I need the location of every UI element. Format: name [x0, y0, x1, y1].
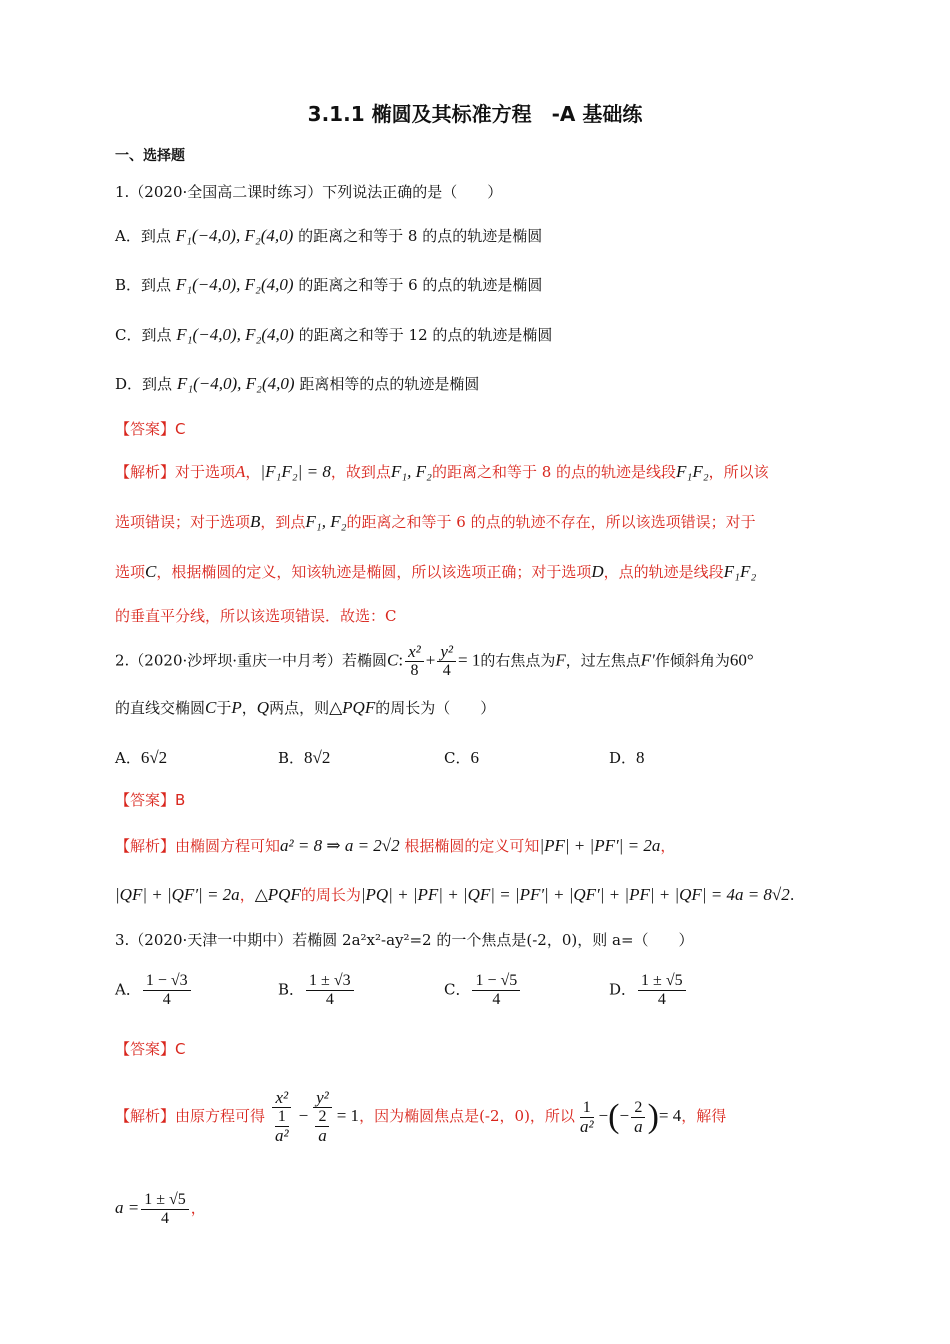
q2-exp1-m: a² = 8 ⇒ a = 2√2 — [280, 836, 400, 855]
q1-exp3-e: ，点的轨迹是线段 — [603, 563, 724, 581]
q1-exp2-a: 选项错误；对于选项 — [115, 513, 251, 531]
q3-opt-b-frac — [306, 972, 354, 1009]
q3-exp-2a-den: a — [318, 1126, 327, 1145]
q3-exp-a: 【解析】由原方程可得 — [115, 1107, 266, 1125]
q2-line2-c: C — [205, 698, 217, 717]
q2-stem-c: C — [387, 650, 399, 670]
q3-opt-d-num: 1 ± √5 — [638, 972, 686, 991]
q2-eq1: = 1 — [458, 650, 481, 670]
q3-opt-d-den: 4 — [657, 991, 666, 1008]
q1-a-math: F₁(−4,0), F₂(4,0) — [175, 226, 294, 245]
q3-exp-c: ，解得 — [681, 1107, 727, 1125]
q3-option-a — [115, 972, 193, 1009]
q2-explanation-line2 — [115, 884, 795, 906]
q1-exp2-c: ，到点 — [260, 513, 306, 531]
q1-exp1-c: ， — [245, 463, 261, 481]
q3-exp-inner1 — [267, 1108, 297, 1145]
q3-exp-rparen: ) — [647, 1098, 659, 1135]
q1-b-text: 的距离之和等于 6 的点的轨迹是椭圆 — [298, 276, 543, 294]
q3-explanation-line1 — [115, 1086, 726, 1146]
q2-option-d — [609, 747, 645, 768]
q3-exp-y2: y² — [313, 1089, 332, 1108]
q2-opt-c-label: C． — [444, 749, 471, 767]
q2-opt-a-value: 6√2 — [140, 748, 168, 767]
q2-option-c — [444, 747, 479, 768]
q1-b-label: B．到点 — [115, 276, 172, 294]
q1-exp1-g: 的距离之和等于 8 的点的轨迹是线段 — [431, 463, 677, 481]
q3-opt-d-frac — [638, 972, 686, 1009]
q1-exp1-f: F₁, F₂ — [390, 462, 432, 481]
q2-exp1-c: ， — [660, 837, 676, 855]
q2-stem-d: ，过左焦点 — [565, 651, 641, 670]
q2-exp2-dot: . — [789, 886, 795, 904]
q2-stem-colon: : — [398, 650, 404, 670]
q3-stem: 3.（2020·天津一中期中）若椭圆 2a²x²-ay²=2 的一个焦点是(-2，0)，则 a=（ ） — [115, 931, 694, 949]
q2-line2-d: 两点，则 — [269, 699, 330, 717]
q3-exp-neg: − — [619, 1106, 630, 1125]
q2-stem-b: 的右焦点为 — [480, 651, 556, 670]
q3-res-frac — [141, 1191, 189, 1228]
q2-opt-c-value: 6 — [470, 748, 479, 767]
q3-result — [115, 1184, 206, 1232]
q2-answer: 【答案】B — [115, 791, 186, 809]
q1-b-math: F₁(−4,0), F₂(4,0) — [175, 275, 294, 294]
q3-big-frac-x — [267, 1089, 297, 1145]
q3-exp-eq1: = 1 — [336, 1106, 360, 1125]
q3-opt-c-label: C． — [444, 980, 471, 999]
q3-exp-1a2-num: 1 — [275, 1108, 289, 1127]
q2-stem-line1 — [115, 643, 754, 680]
q2-option-a — [115, 747, 167, 768]
q3-big-frac-y — [310, 1089, 335, 1145]
q2-y2: y² — [437, 643, 456, 662]
q2-option-b — [278, 747, 330, 768]
q1-exp1-h: F₁F₂ — [676, 462, 709, 481]
q2-P: P — [231, 698, 242, 717]
q3-exp-lparen: ( — [608, 1098, 620, 1135]
q1-c-math: F₁(−4,0), F₂(4,0) — [176, 325, 294, 344]
q3-opt-c-frac — [472, 972, 520, 1009]
q2-exp2-m: |QF| + |QF′| = 2a — [115, 885, 240, 904]
q1-exp3-a: 选项 — [115, 563, 146, 581]
q3-exp-b: ，因为椭圆焦点是(-2，0)，所以 — [359, 1107, 575, 1125]
q1-exp3-b: C — [145, 562, 157, 581]
q1-d-text: 距离相等的点的轨迹是椭圆 — [299, 375, 480, 393]
section-heading: 一、选择题 — [115, 148, 185, 164]
q3-exp-f1-den: a² — [579, 1116, 594, 1136]
q1-exp3-d: D — [591, 562, 604, 581]
q1-d-math: F₁(−4,0), F₂(4,0) — [176, 374, 295, 393]
q1-exp1-i: ，所以该 — [708, 463, 769, 481]
q2-four: 4 — [442, 662, 451, 679]
q3-opt-c-num: 1 − √5 — [472, 972, 520, 991]
q3-res-den: 4 — [161, 1209, 170, 1227]
q3-res-num: 1 ± √5 — [141, 1191, 189, 1210]
q2-exp2-tri: △PQF — [254, 885, 301, 904]
q3-inner-frac1 — [272, 1108, 292, 1145]
q1-c-label: C．到点 — [115, 326, 172, 344]
q1-d-label: D．到点 — [115, 375, 173, 393]
q3-opt-b-den: 4 — [325, 991, 334, 1008]
q3-exp-2a-num: 2 — [315, 1108, 329, 1127]
q3-opt-a-num: 1 − √3 — [143, 972, 191, 991]
q2-opt-d-value: 8 — [636, 748, 645, 767]
q1-exp3-f: F₁F₂ — [723, 562, 757, 581]
q2-stem-a: 2.（2020·沙坪坝·重庆一中月考）若椭圆 — [115, 651, 388, 670]
q1-stem: 1.（2020·全国高二课时练习）下列说法正确的是（ ） — [115, 183, 503, 201]
q3-answer: 【答案】C — [115, 1040, 186, 1058]
q2-line2-e: 的周长为（ ） — [375, 699, 496, 717]
q2-stem-line2 — [115, 697, 495, 719]
q3-option-b — [278, 972, 356, 1009]
q1-option-d — [115, 373, 479, 395]
q2-opt-b-value: 8√2 — [304, 748, 331, 767]
q3-frac-1a2 — [577, 1099, 597, 1136]
q2-Fp: F′ — [640, 650, 655, 670]
q2-exp1-a: 【解析】由椭圆方程可知 — [115, 837, 281, 855]
q1-option-c — [115, 324, 552, 346]
q3-exp-minus2: − — [598, 1106, 609, 1125]
q2-exp1-b: 根据椭圆的定义可知 — [404, 837, 540, 855]
q3-exp-f2-num: 2 — [631, 1099, 645, 1118]
q3-exp-eq4: = 4 — [658, 1106, 682, 1125]
q1-a-label: A．到点 — [115, 227, 171, 245]
q1-exp2-e: 的距离之和等于 6 的点的轨迹不存在，所以该选项错误；对于 — [346, 513, 756, 531]
q2-stem-e: 作倾斜角为 — [654, 651, 730, 670]
q1-option-b — [115, 274, 542, 296]
q2-tri: △PQF — [329, 698, 376, 717]
q1-a-text: 的距离之和等于 8 的点的轨迹是椭圆 — [298, 227, 543, 245]
q3-res-comma: ， — [190, 1199, 206, 1217]
q3-exp-f1-num: 1 — [580, 1099, 594, 1118]
q1-exp3-c: ，根据椭圆的定义，知该轨迹是椭圆，所以该选项正确；对于选项 — [156, 563, 592, 581]
q2-opt-b-label: B． — [278, 749, 305, 767]
q3-exp-f2-den: a — [634, 1116, 643, 1136]
q2-Q: Q — [256, 698, 270, 717]
q2-frac-x — [405, 643, 424, 680]
q2-plus: + — [425, 650, 436, 670]
q3-opt-d-label: D． — [609, 980, 637, 999]
q1-explanation-line1 — [115, 461, 769, 483]
q1-exp1-b: A — [235, 462, 246, 481]
q1-explanation-line4: 的垂直平分线，所以该选项错误．故选：C — [115, 607, 397, 625]
q1-exp1-d: |F₁F₂| = 8 — [260, 462, 331, 481]
q3-exp-inner2 — [310, 1108, 335, 1145]
q1-explanation-line2 — [115, 511, 756, 533]
q3-opt-a-label: A． — [115, 980, 141, 999]
q2-exp2-b: 的周长为 — [300, 886, 361, 904]
q2-line2-a: 的直线交椭圆 — [115, 699, 206, 717]
q1-option-a — [115, 225, 542, 247]
q3-res-a: a = — [115, 1198, 140, 1217]
q2-exp2-m2: |PQ| + |PF| + |QF| = |PF′| + |QF′| + |PF| + |QF| = 4a = 8√2 — [360, 885, 790, 904]
q3-opt-c-den: 4 — [492, 991, 501, 1008]
q1-exp2-b: B — [250, 512, 261, 531]
q2-frac-y — [437, 643, 456, 680]
q1-answer: 【答案】C — [115, 420, 186, 438]
q3-option-d — [609, 972, 688, 1009]
q3-opt-b-num: 1 ± √3 — [306, 972, 354, 991]
q1-exp1-e: ，故到点 — [330, 463, 391, 481]
q3-exp-minus: − — [298, 1106, 309, 1125]
q2-opt-d-label: D． — [609, 749, 637, 767]
q2-F: F — [555, 650, 566, 670]
q3-opt-b-label: B． — [278, 980, 305, 999]
q3-opt-a-frac — [143, 972, 191, 1009]
q2-exp2-a: ， — [239, 886, 255, 904]
q2-opt-a-label: A． — [115, 749, 141, 767]
q2-deg: 60° — [729, 650, 754, 670]
document-title: 3.1.1 椭圆及其标准方程 -A 基础练 — [307, 102, 643, 126]
q1-exp1-a: 【解析】对于选项 — [115, 463, 236, 481]
q3-opt-a-den: 4 — [162, 991, 171, 1008]
q3-option-c — [444, 972, 522, 1009]
q3-inner-frac2 — [315, 1108, 330, 1145]
q1-exp2-d: F₁, F₂ — [305, 512, 347, 531]
q1-c-text: 的距离之和等于 12 的点的轨迹是椭圆 — [298, 326, 553, 344]
q2-exp1-m2: |PF| + |PF′| = 2a — [539, 836, 661, 855]
q3-frac-2a — [631, 1099, 646, 1136]
q3-exp-x2: x² — [272, 1089, 291, 1108]
q2-comma: ， — [241, 699, 257, 717]
q1-explanation-line3 — [115, 561, 756, 583]
q2-eight: 8 — [410, 662, 419, 679]
q3-exp-1a2-den: a² — [275, 1126, 289, 1145]
q2-explanation-line1 — [115, 835, 675, 857]
q2-x2: x² — [405, 643, 424, 662]
q2-line2-b: 于 — [216, 699, 232, 717]
